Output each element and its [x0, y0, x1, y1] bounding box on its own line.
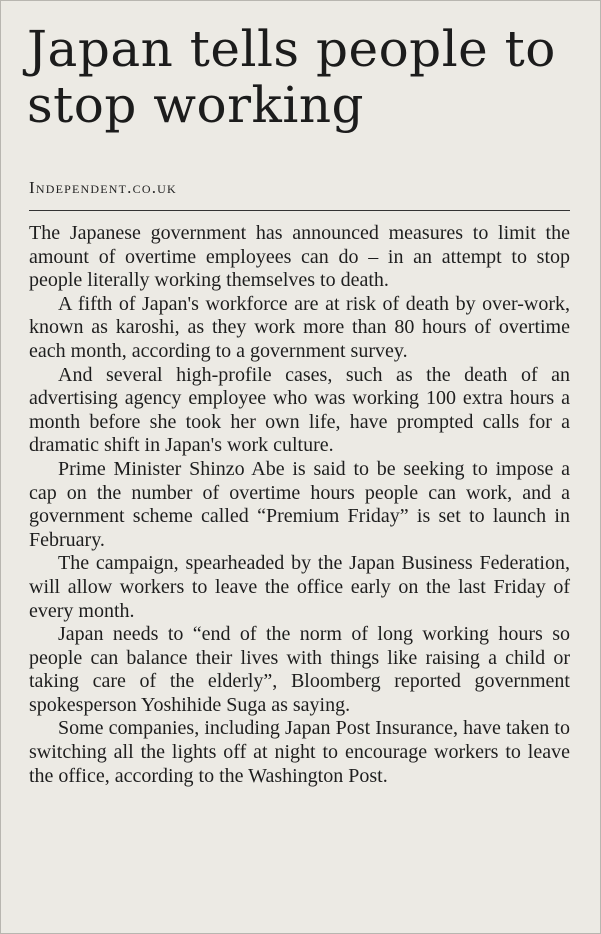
paragraph-5: The campaign, spearheaded by the Japan Business Federation, will allow workers to leave the office early on the last Friday of every month.	[29, 552, 570, 622]
paragraph-1: The Japanese government has announced measures to limit the amount of overtime employees can do – in an attempt to stop people literally working themselves to death.	[29, 222, 570, 292]
headline: Japan tells people to stop working	[27, 20, 556, 134]
paragraph-2: A fifth of Japan's workforce are at risk of death by over-work, known as karoshi, as they work more than 80 hours of overtime each month, according to a government survey.	[29, 292, 570, 362]
divider-rule	[29, 210, 570, 211]
paragraph-4: Prime Minister Shinzo Abe is said to be seeking to impose a cap on the number of overtime hours people can work, and a government scheme called “Premium Friday” is set to launch in February.	[29, 457, 570, 551]
article-body	[29, 222, 570, 788]
paragraph-3: And several high-profile cases, such as the death of an advertising agency employee who was working 100 extra hours a month before she took her own life, have prompted calls for a dramatic shift in Japan's work culture.	[29, 363, 570, 457]
source-credit: Independent.co.uk	[29, 178, 177, 197]
paragraph-7: Some companies, including Japan Post Insurance, have taken to switching all the lights off at night to encourage workers to leave the office, according to the Washington Post.	[29, 717, 570, 787]
paragraph-6: Japan needs to “end of the norm of long working hours so people can balance their lives with things like raising a child or taking care of the elderly”, Bloomberg reported government spokesperson Yoshihide Suga as saying.	[29, 623, 570, 716]
